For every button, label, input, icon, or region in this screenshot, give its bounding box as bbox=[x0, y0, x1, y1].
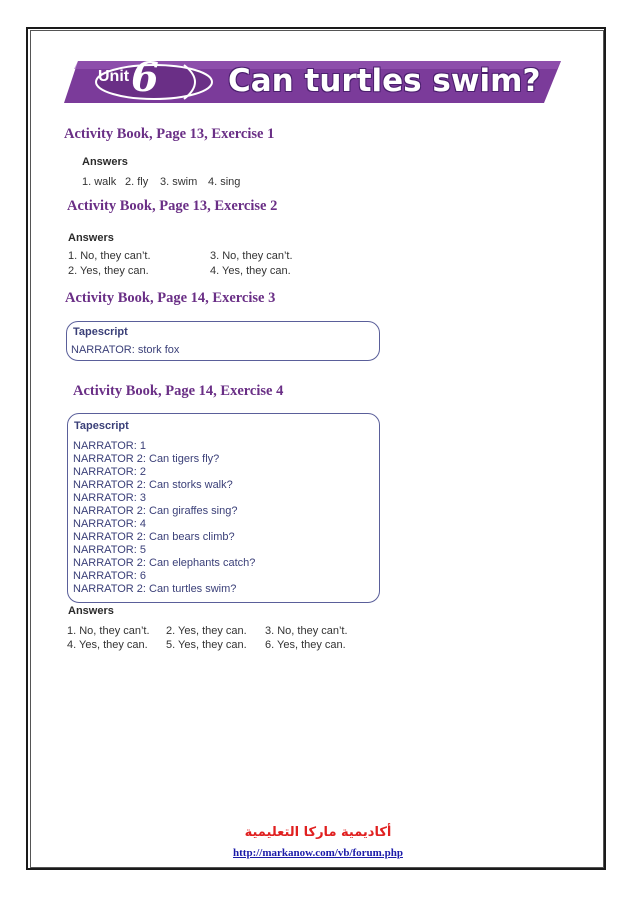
exercise-heading: Activity Book, Page 14, Exercise 4 bbox=[73, 383, 284, 399]
tapescript-line: NARRATOR 2: Can tigers fly? bbox=[73, 453, 220, 465]
answers-label: Answers bbox=[68, 605, 114, 617]
tapescript-label: Tapescript bbox=[74, 420, 129, 432]
answer-item: 3. No, they can’t. bbox=[210, 250, 293, 262]
answer-item: 5. Yes, they can. bbox=[166, 639, 247, 651]
answer-item: 1. walk bbox=[82, 176, 117, 188]
tapescript-line: NARRATOR: 4 bbox=[73, 518, 146, 530]
tapescript-line: NARRATOR 2: Can bears climb? bbox=[73, 531, 235, 543]
tapescript-line: NARRATOR: stork fox bbox=[71, 344, 180, 356]
answer-item: 1. No, they can’t. bbox=[67, 625, 150, 637]
tapescript-line: NARRATOR: 6 bbox=[73, 570, 146, 582]
unit-number: 6 bbox=[131, 54, 159, 101]
answer-item: 4. Yes, they can. bbox=[67, 639, 148, 651]
answers-label: Answers bbox=[82, 156, 128, 168]
tapescript-box bbox=[66, 321, 380, 361]
tapescript-line: NARRATOR: 5 bbox=[73, 544, 146, 556]
tapescript-line: NARRATOR: 3 bbox=[73, 492, 146, 504]
exercise-heading: Activity Book, Page 14, Exercise 3 bbox=[65, 290, 276, 306]
answer-item: 3. No, they can’t. bbox=[265, 625, 348, 637]
tapescript-line: NARRATOR 2: Can giraffes sing? bbox=[73, 505, 238, 517]
tapescript-line: NARRATOR: 1 bbox=[73, 440, 146, 452]
answer-item: 4. Yes, they can. bbox=[210, 265, 291, 277]
tapescript-line: NARRATOR 2: Can elephants catch? bbox=[73, 557, 256, 569]
answer-item: 4. sing bbox=[208, 176, 241, 188]
tapescript-label: Tapescript bbox=[73, 326, 128, 338]
tapescript-box bbox=[67, 413, 380, 603]
answer-item: 2. Yes, they can. bbox=[166, 625, 247, 637]
page-title: Can turtles swim? bbox=[228, 63, 541, 99]
answer-item: 6. Yes, they can. bbox=[265, 639, 346, 651]
answer-item: 2. fly bbox=[125, 176, 149, 188]
answer-item: 1. No, they can’t. bbox=[68, 250, 151, 262]
footer-link[interactable]: http://markanow.com/vb/forum.php bbox=[233, 847, 403, 859]
answer-item: 3. swim bbox=[160, 176, 198, 188]
tapescript-line: NARRATOR: 2 bbox=[73, 466, 146, 478]
footer-arabic-title: أكاديمية ماركا التعليمية bbox=[244, 825, 392, 840]
answers-label: Answers bbox=[68, 232, 114, 244]
exercise-heading: Activity Book, Page 13, Exercise 2 bbox=[67, 198, 278, 214]
answer-item: 2. Yes, they can. bbox=[68, 265, 149, 277]
unit-label: Unit bbox=[98, 68, 130, 85]
exercise-heading: Activity Book, Page 13, Exercise 1 bbox=[64, 126, 275, 142]
tapescript-line: NARRATOR 2: Can turtles swim? bbox=[73, 583, 237, 595]
tapescript-line: NARRATOR 2: Can storks walk? bbox=[73, 479, 233, 491]
